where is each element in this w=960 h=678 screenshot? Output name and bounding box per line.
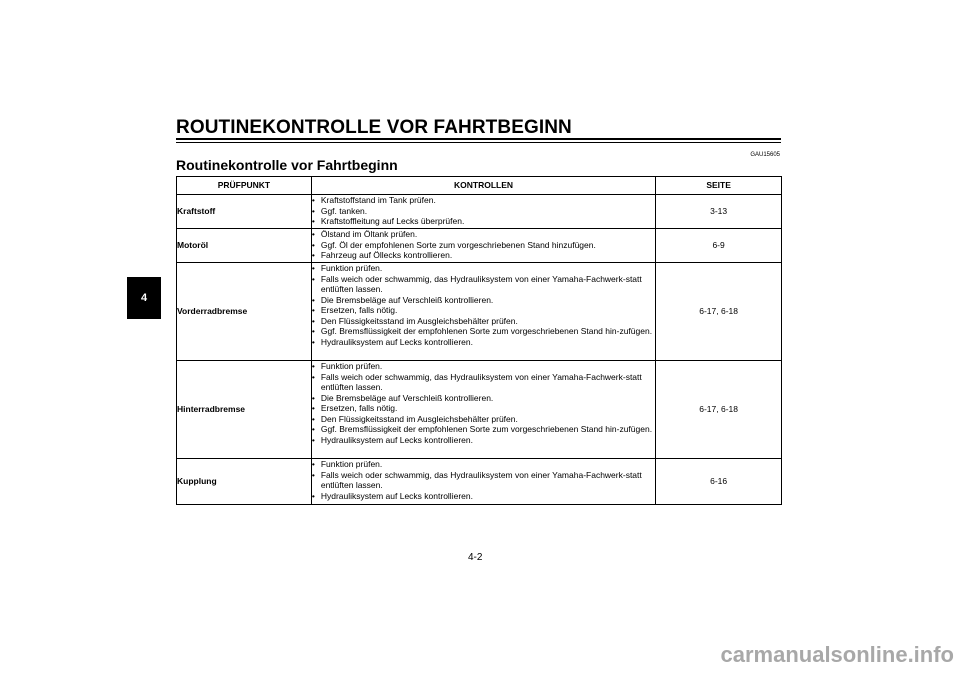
page-number: 4-2: [468, 552, 483, 563]
table-row: [177, 263, 782, 361]
check-text: Ersetzen, falls nötig.: [320, 305, 398, 315]
check-text: Die Bremsbeläge auf Verschleiß kontrollieren.: [320, 294, 494, 305]
check-text: Hydrauliksystem auf Lecks kontrollieren.: [320, 490, 473, 501]
bullet-icon: •: [311, 459, 315, 469]
bullet-icon: •: [311, 216, 315, 226]
bullet-icon: •: [311, 315, 315, 326]
check-list-item: [312, 470, 655, 491]
check-text: Funktion prüfen.: [320, 459, 383, 469]
check-list-item: [312, 372, 655, 393]
check-text: Funktion prüfen.: [320, 361, 383, 371]
bullet-icon: •: [311, 490, 315, 501]
check-list: [311, 229, 655, 263]
bullet-icon: •: [311, 371, 315, 382]
check-list-item: [312, 274, 655, 295]
check-text: Ggf. Öl der empfohlenen Sorte zum vorgeschriebenen Stand hinzufügen.: [320, 239, 596, 250]
check-list-item: [312, 229, 655, 240]
check-text: Die Bremsbeläge auf Verschleiß kontrollieren.: [320, 392, 494, 403]
bullet-icon: •: [311, 305, 315, 315]
check-list-item: [312, 326, 655, 337]
check-list-item: [312, 459, 655, 470]
check-text: Hydrauliksystem auf Lecks kontrollieren.: [320, 336, 473, 347]
bullet-icon: •: [311, 229, 315, 239]
check-list: [311, 361, 655, 459]
check-item-name: Hinterradbremse: [177, 361, 312, 459]
check-text: Falls weich oder schwammig, das Hydrauliksystem von einer Yamaha-Fachwerk-statt entlüften lassen.: [320, 273, 642, 294]
bullet-icon: •: [311, 273, 315, 284]
check-text: Den Flüssigkeitsstand im Ausgleichsbehälter prüfen.: [320, 413, 518, 424]
check-item-name: Kupplung: [177, 459, 312, 505]
bullet-icon: •: [311, 469, 315, 480]
check-list-item: [312, 435, 655, 446]
column-header-page: SEITE: [656, 177, 782, 195]
check-text: Kraftstoffleitung auf Lecks überprüfen.: [320, 216, 465, 226]
reference-page: 6-17, 6-18: [656, 361, 782, 459]
check-text: Falls weich oder schwammig, das Hydrauliksystem von einer Yamaha-Fachwerk-statt entlüften lassen.: [320, 371, 642, 392]
reference-page: 3-13: [656, 195, 782, 229]
document-code: GAU15605: [750, 152, 780, 158]
check-list-item: [312, 206, 655, 217]
check-list-item: [312, 491, 655, 502]
check-list-item: [312, 424, 655, 435]
bullet-icon: •: [311, 336, 315, 347]
header-rule-thin: [176, 142, 781, 143]
check-text: Fahrzeug auf Öllecks kontrollieren.: [320, 250, 453, 260]
check-list-item: [312, 263, 655, 274]
check-list-item: [312, 337, 655, 348]
bullet-icon: •: [311, 392, 315, 403]
check-text: Kraftstoffstand im Tank prüfen.: [320, 195, 436, 205]
column-header-item: PRÜFPUNKT: [177, 177, 312, 195]
bullet-icon: •: [311, 239, 315, 250]
check-item-name: Kraftstoff: [177, 195, 312, 229]
column-header-checks: KONTROLLEN: [311, 177, 655, 195]
check-text: Ggf. tanken.: [320, 205, 368, 216]
chapter-tab: 4: [127, 277, 161, 319]
bullet-icon: •: [311, 205, 315, 216]
check-list: [311, 459, 655, 505]
bullet-icon: •: [311, 250, 315, 260]
bullet-icon: •: [311, 294, 315, 305]
bullet-icon: •: [311, 434, 315, 445]
check-list-item: [312, 216, 655, 227]
page-header-title: ROUTINEKONTROLLE VOR FAHRTBEGINN: [176, 117, 572, 138]
table-row: [177, 229, 782, 263]
check-list-item: [312, 250, 655, 261]
check-item-name: Motoröl: [177, 229, 312, 263]
check-text: Ggf. Bremsflüssigkeit der empfohlenen Sorte zum vorgeschriebenen Stand hin-zufügen.: [320, 326, 653, 336]
check-text: Falls weich oder schwammig, das Hydrauliksystem von einer Yamaha-Fachwerk-statt entlüften lassen.: [320, 469, 642, 490]
check-list-item: [312, 316, 655, 327]
check-text: Funktion prüfen.: [320, 263, 383, 273]
watermark: carmanualsonline.info: [720, 642, 954, 667]
bullet-icon: •: [311, 361, 315, 371]
bullet-icon: •: [311, 263, 315, 273]
check-list-item: [312, 414, 655, 425]
check-list-item: [312, 403, 655, 414]
reference-page: 6-16: [656, 459, 782, 505]
check-list-item: [312, 195, 655, 206]
check-list: [311, 263, 655, 361]
header-rule-thick: [176, 138, 781, 140]
reference-page: 6-9: [656, 229, 782, 263]
routine-check-table: [176, 176, 782, 505]
check-list-item: [312, 305, 655, 316]
bullet-icon: •: [311, 403, 315, 413]
check-list-item: [312, 393, 655, 404]
reference-page: 6-17, 6-18: [656, 263, 782, 361]
check-text: Hydrauliksystem auf Lecks kontrollieren.: [320, 434, 473, 445]
section-title: Routinekontrolle vor Fahrtbeginn: [176, 157, 398, 173]
check-text: Ggf. Bremsflüssigkeit der empfohlenen Sorte zum vorgeschriebenen Stand hin-zufügen.: [320, 424, 653, 434]
check-text: Den Flüssigkeitsstand im Ausgleichsbehälter prüfen.: [320, 315, 518, 326]
table-row: [177, 361, 782, 459]
check-text: Ersetzen, falls nötig.: [320, 403, 398, 413]
bullet-icon: •: [311, 195, 315, 205]
bullet-icon: •: [311, 326, 315, 336]
bullet-icon: •: [311, 413, 315, 424]
check-list-item: [312, 361, 655, 372]
check-text: Ölstand im Öltank prüfen.: [320, 229, 418, 239]
check-list-item: [312, 295, 655, 306]
check-item-name: Vorderradbremse: [177, 263, 312, 361]
table-header-row: [177, 177, 782, 195]
check-list-item: [312, 240, 655, 251]
bullet-icon: •: [311, 424, 315, 434]
check-list: [311, 195, 655, 229]
table-row: [177, 459, 782, 505]
table-row: [177, 195, 782, 229]
